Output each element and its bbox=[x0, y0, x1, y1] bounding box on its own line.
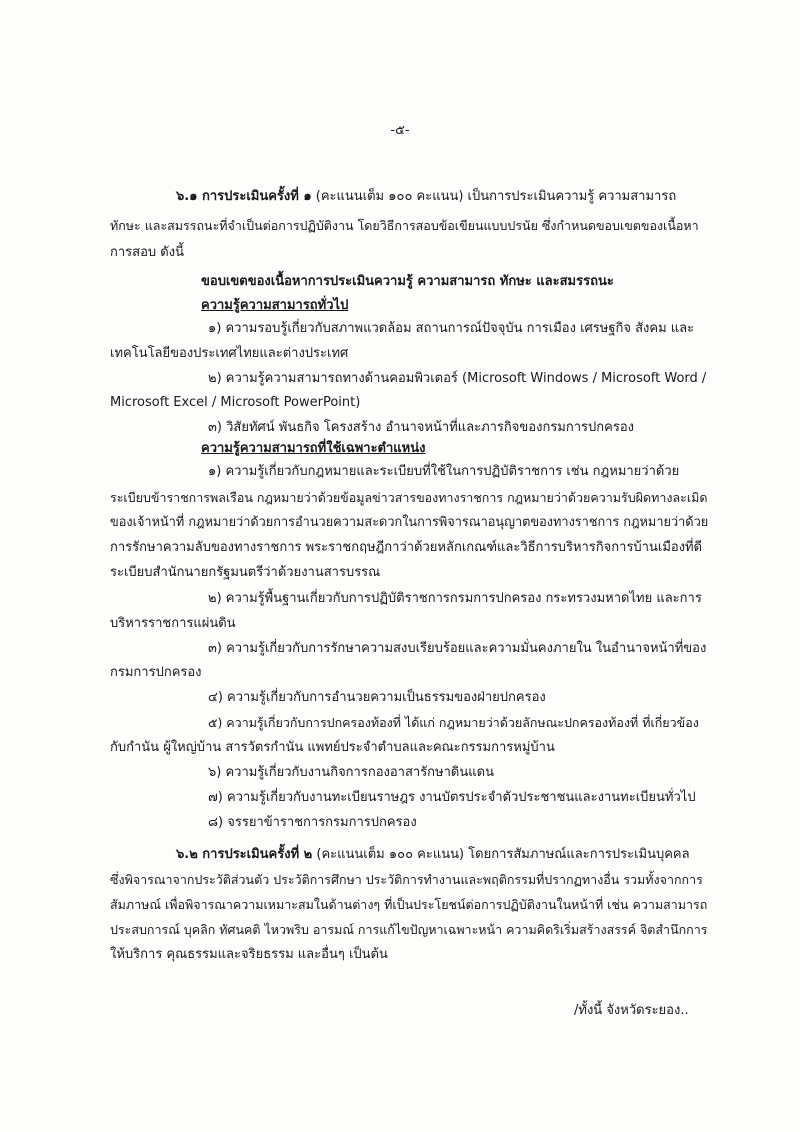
section-6-2-line-3: สัมภาษณ์ เพื่อพิจารณาความเหมาะสมในด้านต่างๆ ที่เป็นประโยชน์ต่อการปฏิบัติงานในหน้าที่ เช่น ความสามารถ bbox=[110, 897, 708, 912]
section-6-2-score: (คะแนนเต็ม ๑๐๐ คะแนน) โดยการสัมภาษณ์และการประเมินบุคคล bbox=[316, 847, 690, 862]
general-item-1-cont: เทคโนโลยีของประเทศไทยและต่างประเทศ bbox=[110, 346, 349, 361]
specific-item-3-cont: กรมการปกครอง bbox=[110, 665, 202, 680]
specific-item-6: ๖) ความรู้เกี่ยวกับงานกิจการกองอาสารักษาดินแดน bbox=[208, 765, 494, 780]
general-item-2: ๒) ความรู้ความสามารถทางด้านคอมพิวเตอร์ (Microsoft Windows / Microsoft Word / bbox=[208, 371, 707, 386]
specific-item-1-cont-4: ระเบียบสำนักนายกรัฐมนตรีว่าด้วยงานสารบรรณ bbox=[110, 565, 381, 580]
section-6-2-line-2: ซึ่งพิจารณาจากประวัติส่วนตัว ประวัติการศึกษา ประวัติการทำงานและพฤติกรรมที่ปรากฏทางอื่น รวมทั้งจากการ bbox=[110, 872, 703, 887]
continuation-text: /ทั้งนี้ จังหวัดระยอง.. bbox=[574, 1003, 689, 1018]
section-6-2-line-5: ให้บริการ คุณธรรมและจริยธรรม และอื่นๆ เป็นต้น bbox=[110, 947, 388, 962]
section-6-1-line-3: การสอบ ดังนี้ bbox=[110, 245, 184, 260]
scope-title: ขอบเขตของเนื้อหาการประเมินความรู้ ความสามารถ ทักษะ และสมรรถนะ bbox=[201, 274, 614, 289]
specific-item-1-cont-1: ระเบียบข้าราชการพลเรือน กฎหมายว่าด้วยข้อมูลข่าวสารของทางราชการ กฎหมายว่าด้วยความรับผิดทางละเมิด bbox=[110, 490, 708, 505]
specific-item-3: ๓) ความรู้เกี่ยวกับการรักษาความสงบเรียบร้อยและความมั่นคงภายใน ในอำนาจหน้าที่ของ bbox=[208, 641, 707, 656]
page-number: -๕- bbox=[390, 123, 410, 138]
specific-item-1-cont-3: การรักษาความลับของทางราชการ พระราชกฤษฎีกาว่าด้วยหลักเกณฑ์และวิธีการบริหารกิจการบ้านเมืองที่ดี bbox=[110, 540, 703, 555]
specific-item-4: ๔) ความรู้เกี่ยวกับการอำนวยความเป็นธรรมของฝ่ายปกครอง bbox=[208, 690, 546, 705]
general-item-2-cont: Microsoft Excel / Microsoft PowerPoint) bbox=[110, 395, 361, 410]
general-item-1: ๑) ความรอบรู้เกี่ยวกับสภาพแวดล้อม สถานการณ์ปัจจุบัน การเมือง เศรษฐกิจ สังคม และ bbox=[208, 321, 695, 336]
section-6-1-line-2: ทักษะ และสมรรถนะที่จำเป็นต่อการปฏิบัติงาน โดยวิธีการสอบข้อเขียนแบบปรนัย ซึ่งกำหนดขอบเขตของเนื้อหา bbox=[110, 218, 699, 233]
section-6-2-line-1 bbox=[176, 846, 690, 864]
specific-item-8: ๘) จรรยาข้าราชการกรมการปกครอง bbox=[208, 815, 417, 830]
general-item-3: ๓) วิสัยทัศน์ พันธกิจ โครงสร้าง อำนาจหน้าที่และภารกิจของกรมการปกครอง bbox=[208, 420, 634, 435]
specific-item-1-cont-2: ของเจ้าหน้าที่ กฎหมายว่าด้วยการอำนวยความสะดวกในการพิจารณาอนุญาตของทางราชการ กฎหมายว่าด้วย bbox=[110, 515, 709, 530]
section-6-2-heading: ๖.๒ การประเมินครั้งที่ ๒ bbox=[176, 847, 313, 862]
specific-item-7: ๗) ความรู้เกี่ยวกับงานทะเบียนราษฎร งานบัตรประจำตัวประชาชนและงานทะเบียนทั่วไป bbox=[208, 790, 696, 805]
section-6-1-heading: ๖.๑ การประเมินครั้งที่ ๑ bbox=[176, 189, 312, 204]
specific-item-5-cont: กับกำนัน ผู้ใหญ่บ้าน สารวัตรกำนัน แพทย์ประจำตำบลและคณะกรรมการหมู่บ้าน bbox=[110, 740, 555, 755]
specific-item-2: ๒) ความรู้พื้นฐานเกี่ยวกับการปฏิบัติราชการกรมการปกครอง กระทรวงมหาดไทย และการ bbox=[208, 591, 702, 606]
specific-item-5: ๕) ความรู้เกี่ยวกับการปกครองท้องที่ ได้แก่ กฎหมายว่าด้วยลักษณะปกครองท้องที่ ที่เกี่ยวข้อง bbox=[208, 715, 699, 730]
section-6-2-line-4: ประสบการณ์ บุคลิก ทัศนคติ ไหวพริบ อารมณ์ การแก้ไขปัญหาเฉพาะหน้า ความคิดริเริ่มสร้างสรรค์ จิตสำนึกการ bbox=[110, 922, 708, 937]
specific-knowledge-heading: ความรู้ความสามารถที่ใช้เฉพาะตำแหน่ง bbox=[201, 441, 426, 456]
specific-item-1: ๑) ความรู้เกี่ยวกับกฎหมายและระเบียบที่ใช้ในการปฏิบัติราชการ เช่น กฎหมายว่าด้วย bbox=[208, 464, 680, 479]
section-6-1-score: (คะแนนเต็ม ๑๐๐ คะแนน) เป็นการประเมินความรู้ ความสามารถ bbox=[315, 189, 677, 204]
section-6-1-line-1 bbox=[176, 188, 676, 206]
general-knowledge-heading: ความรู้ความสามารถทั่วไป bbox=[201, 298, 349, 313]
specific-item-2-cont: บริหารราชการแผ่นดิน bbox=[110, 616, 236, 631]
